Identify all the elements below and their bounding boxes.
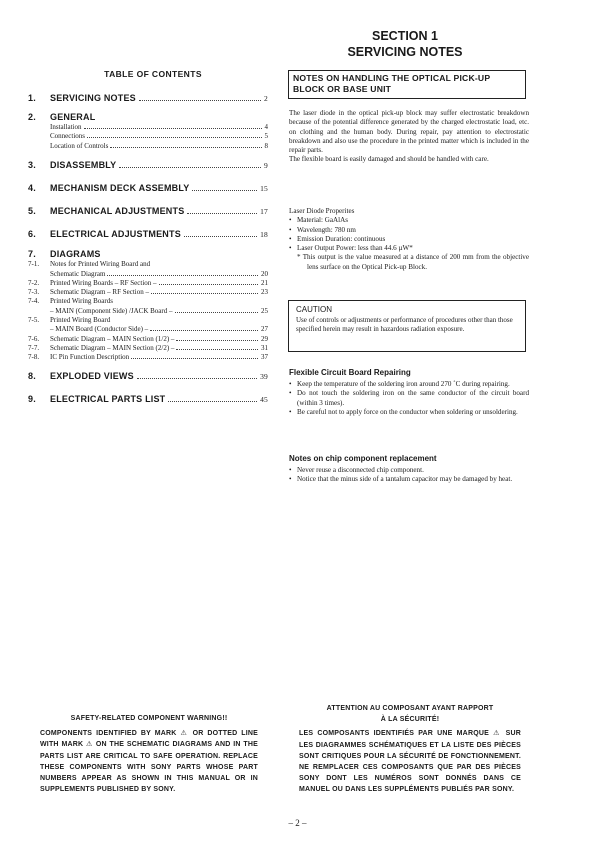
toc-diagram-7-7[interactable]: 7-7. Schematic Diagram – MAIN Section (2/2) – 31 [28, 343, 268, 352]
toc-diagram-7-4[interactable]: 7-4. Printed Wiring Boards [28, 297, 113, 306]
toc-diagram-7-1-cont[interactable]: Schematic Diagram 20 [50, 269, 268, 278]
page-number: – 2 – [288, 818, 307, 828]
toc-diagram-7-2[interactable]: 7-2. Printed Wiring Boards – RF Section – 21 [28, 278, 268, 287]
toc-diagram-7-4-cont[interactable]: – MAIN (Component Side) /JACK Board – 25 [50, 306, 268, 315]
toc-subentry-connections[interactable]: Connections 5 [50, 132, 268, 141]
safety-warning-french [299, 703, 521, 796]
caution-body: Use of controls or adjustments or performance of procedures other than those specified herein may result in hazardous radiation exposure. [296, 316, 513, 334]
toc-diagram-7-5-cont[interactable]: – MAIN Board (Conductor Side) – 27 [50, 325, 268, 334]
table-of-contents [28, 69, 268, 404]
toc-entry-diagrams[interactable]: 7. DIAGRAMS [28, 249, 101, 260]
toc-entry-electrical-adjustments[interactable]: 6. ELECTRICAL ADJUSTMENTS 18 [28, 229, 268, 240]
toc-diagram-7-5[interactable]: 7-5. Printed Wiring Board [28, 316, 111, 324]
safety-warning-english [40, 713, 258, 795]
toc-entry-electrical-parts-list[interactable]: 9. ELECTRICAL PARTS LIST 45 [28, 394, 268, 405]
toc-diagram-7-1[interactable]: 7-1. Notes for Printed Wiring Board and [28, 260, 151, 269]
list-item: • Never reuse a disconnected chip component. [289, 466, 529, 475]
flex-board-heading: Flexible Circuit Board Repairing [289, 368, 411, 377]
laser-properties [289, 207, 529, 272]
chip-replacement-tips [289, 466, 529, 485]
section-header [330, 28, 480, 60]
list-item: • Do not touch the soldering iron on the same conductor of the circuit board (within 3 times). [289, 389, 529, 408]
section-title: SERVICING NOTES [347, 45, 463, 59]
chip-replacement-heading: Notes on chip component replacement [289, 454, 437, 463]
list-item: • Notice that the minus side of a tantalum capacitor may be damaged by heat. [289, 475, 529, 484]
list-item: • Wavelength: 780 nm [289, 226, 529, 235]
list-item: • Laser Output Power: less than 44.6 µW* [289, 244, 529, 253]
toc-diagram-7-8[interactable]: 7-8. IC Pin Function Description 37 [28, 353, 268, 362]
caution-box [288, 300, 526, 352]
optical-pickup-notes-body [289, 109, 529, 165]
toc-entry-disassembly[interactable]: 3. DISASSEMBLY 9 [28, 160, 268, 171]
section-number: SECTION 1 [372, 29, 438, 43]
toc-entry-exploded-views[interactable]: 8. EXPLODED VIEWS 39 [28, 371, 268, 382]
safety-warning-title: SAFETY-RELATED COMPONENT WARNING!! [70, 715, 228, 722]
laser-output-footnote: * This output is the value measured at a distance of 200 mm from the objective lens surface on the Optical Pick-up Block. [297, 253, 529, 271]
toc-diagram-7-6[interactable]: 7-6. Schematic Diagram – MAIN Section (1/2) – 29 [28, 334, 268, 343]
toc-entry-mechanism-deck[interactable]: 4. MECHANISM DECK ASSEMBLY 15 [28, 183, 268, 194]
flex-board-paragraph: The flexible board is easily damaged and should be handled with care. [289, 155, 489, 164]
toc-entry-general[interactable]: 2. GENERAL [28, 112, 96, 122]
list-item: • Be careful not to apply force on the conductor when soldering or unsoldering. [289, 408, 529, 417]
optical-pickup-notes-heading: NOTES ON HANDLING THE OPTICAL PICK-UP BLOCK OR BASE UNIT [288, 70, 526, 99]
list-item: • Material: GaAlAs [289, 216, 529, 225]
toc-subentry-installation[interactable]: Installation 4 [50, 123, 268, 131]
flex-board-tips [289, 380, 529, 417]
safety-warning-fr-title: ATTENTION AU COMPOSANT AYANT RAPPORT À LA SÉCURITÉ! [326, 705, 494, 724]
toc-diagram-7-3[interactable]: 7-3. Schematic Diagram – RF Section – 23 [28, 288, 268, 297]
caution-title: CAUTION [296, 305, 332, 314]
laser-properties-list [289, 216, 529, 253]
toc-title: TABLE OF CONTENTS [104, 69, 202, 79]
list-item: • Emission Duration: continuous [289, 235, 529, 244]
safety-warning-fr-body: LES COMPOSANTS IDENTIFIÉS PAR UNE MARQUE ⚠ SUR LES DIAGRAMMES SCHÉMATIQUES ET LA LISTE DES PIÈCES SONT CRITIQUES POUR LA SÉCURITÉ DE FONCTIONNEMENT. NE REMPLACER CES COMPOSANTS QUE PAR DES PIÈCES SONY DONT LES NUMÉROS SONT DONNÉS DANS CE MANUEL OU DANS LES SUPPLÉMENTS PUBLIÉS PAR SONY. [299, 730, 521, 794]
laser-properties-title: Laser Diode Properites [289, 207, 355, 215]
toc-entry-servicing-notes[interactable]: 1. SERVICING NOTES 2 [28, 93, 268, 103]
toc-entry-mechanical-adjustments[interactable]: 5. MECHANICAL ADJUSTMENTS 17 [28, 206, 268, 217]
list-item: • Keep the temperature of the soldering iron around 270 ˚C during repairing. [289, 380, 529, 389]
safety-warning-body: COMPONENTS IDENTIFIED BY MARK ⚠ OR DOTTED LINE WITH MARK ⚠ ON THE SCHEMATIC DIAGRAMS AND IN THE PARTS LIST ARE CRITICAL TO SAFE OPERATION. REPLACE THESE COMPONENTS WITH SONY PARTS WHOSE PART NUMBERS APPEAR AS SHOWN IN THIS MANUAL OR IN SUPPLEMENTS PUBLISHED BY SONY. [40, 730, 258, 794]
esd-paragraph: The laser diode in the optical pick-up block may suffer electrostatic breakdown because of the potential difference generated by the charged electrostatic load, etc. on clothing and the human body. During repair, pay attention to electrostatic breakdown and also use the procedure in the printed matter which is included in the repair parts. [289, 109, 529, 155]
toc-subentry-location-of-controls[interactable]: Location of Controls 8 [50, 141, 268, 150]
